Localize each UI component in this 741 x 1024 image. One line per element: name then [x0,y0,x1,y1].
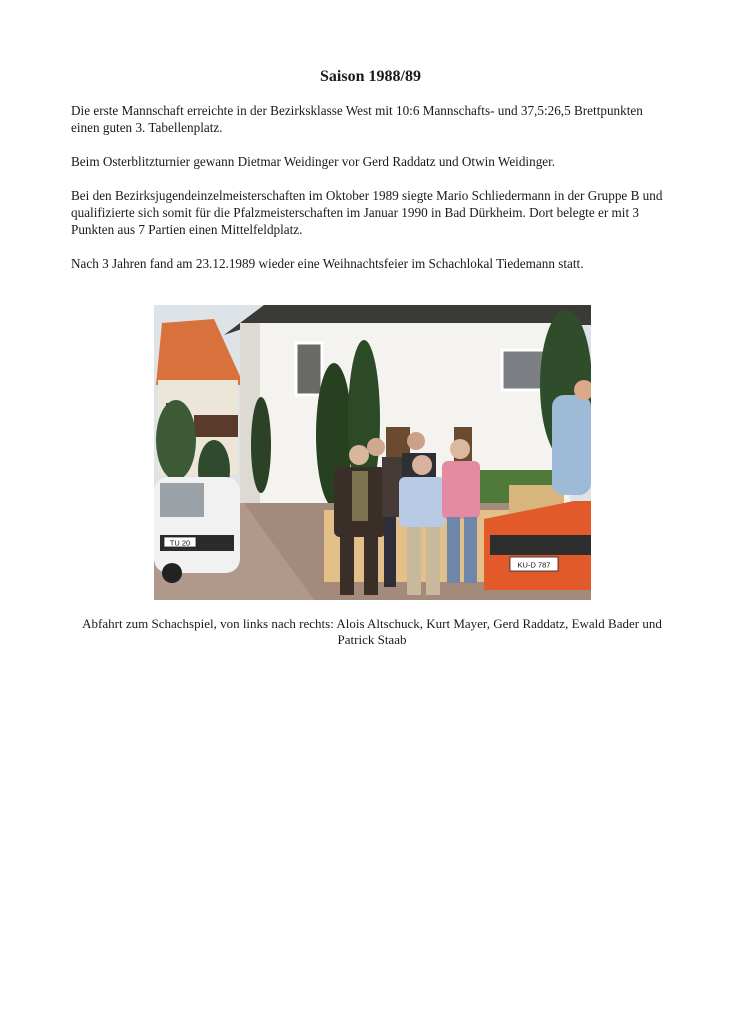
group-photo [154,305,591,600]
paragraph-christmas-party: Nach 3 Jahren fand am 23.12.1989 wieder eine Weihnachtsfeier im Schachlokal Tiedemann statt. [71,256,584,271]
page-title: Saison 1988/89 [320,68,421,85]
plate-left: TU 20 [169,538,191,548]
plate-right: KU-D 787 [517,560,551,570]
paragraph-first-team: Die erste Mannschaft erreichte in der Bezirksklasse West mit 10:6 Mannschafts- und 37,5:26,5 Brettpunkten einen guten 3. Tabellenplatz. [71,103,643,135]
photo-caption: Abfahrt zum Schachspiel, von links nach rechts: Alois Altschuck, Kurt Mayer, Gerd Raddatz, Ewald Bader und Patrick Staab [82,616,662,647]
paragraph-easter-blitz: Beim Osterblitzturnier gewann Dietmar Weidinger vor Gerd Raddatz und Otwin Weidinger. [71,154,556,169]
paragraph-youth-championship: Bei den Bezirksjugendeinzelmeisterschaften im Oktober 1989 siegte Mario Schliedermann in der Gruppe B und qualifizierte sich somit für die Pfalzmeisterschaften im Januar 1990 in Bad Dürkheim. Dort belegte er mit 3 Punkten aus 7 Partien einen Mittelfeldplatz. [71,188,663,237]
